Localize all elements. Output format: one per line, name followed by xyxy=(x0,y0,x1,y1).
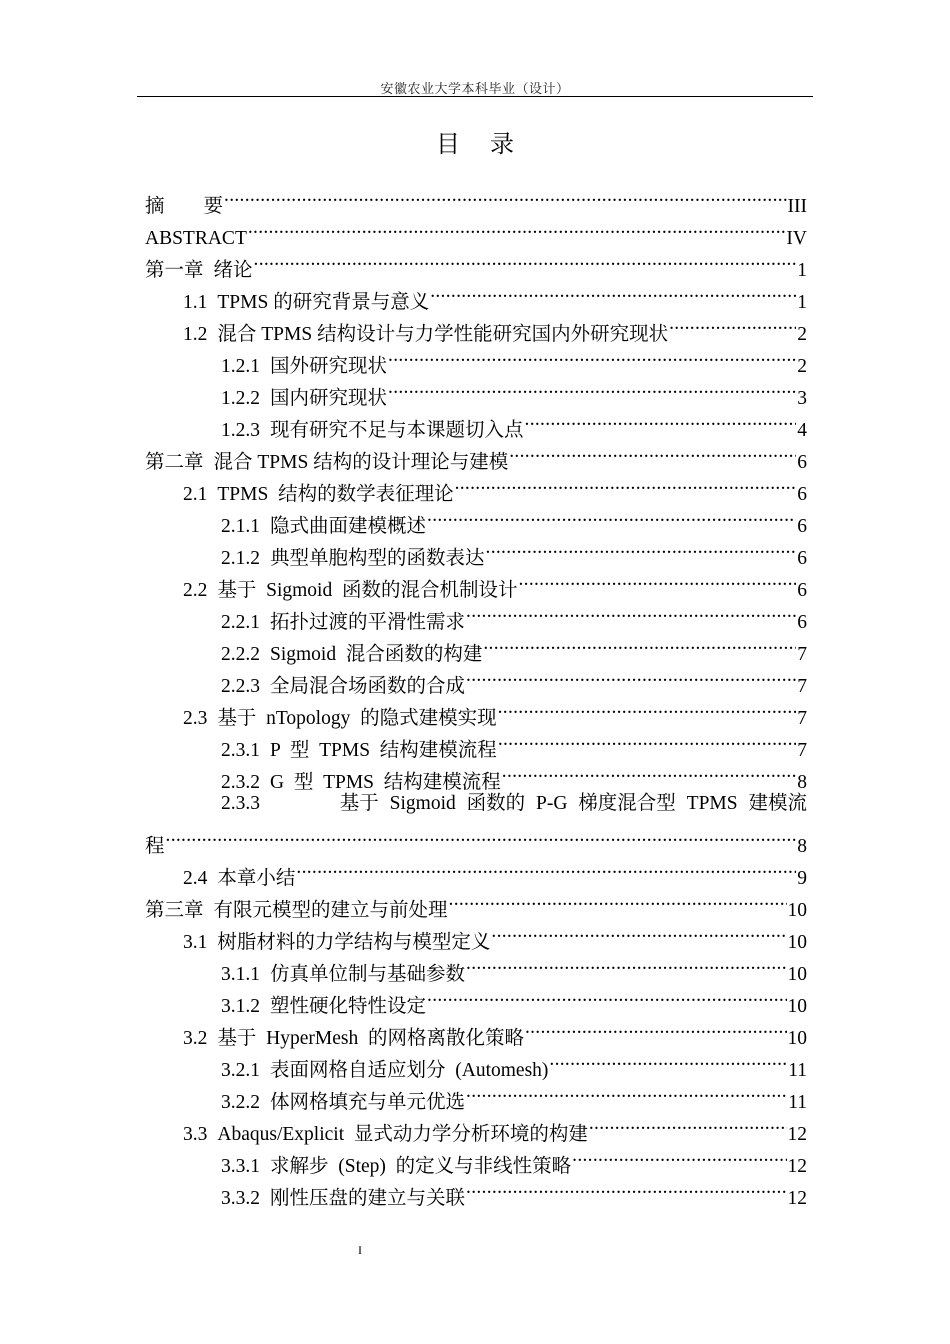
toc-entry-text: G 型 TPMS 结构建模流程 xyxy=(270,772,501,793)
toc-entry[interactable] xyxy=(145,724,807,761)
toc-entry-number: 3.1 xyxy=(183,932,208,953)
toc-entry[interactable] xyxy=(145,212,807,249)
toc-entry-text: 国外研究现状 xyxy=(270,356,388,377)
toc-page-number: 6 xyxy=(797,580,807,601)
dot-leader xyxy=(466,660,796,692)
toc-entry[interactable] xyxy=(145,980,807,1017)
toc-entry-number: 3.2 xyxy=(183,1028,208,1049)
toc-page-number: 2 xyxy=(797,356,807,377)
toc-entry-number: 1.2.3 xyxy=(221,420,260,441)
toc-page-number: 3 xyxy=(797,388,807,409)
toc-entry-text: 基于 Sigmoid 函数的 P-G 梯度混合型 TPMS 建模流 xyxy=(339,793,807,814)
toc-entry-number: 第三章 xyxy=(145,900,204,921)
toc-entry-text: 绪论 xyxy=(213,260,253,281)
toc-page-number: 6 xyxy=(797,484,807,505)
toc-entry-number: 2.3.2 xyxy=(221,772,260,793)
toc-page-number: 2 xyxy=(797,324,807,345)
toc-entry-number: 2.2.3 xyxy=(221,676,260,697)
dot-leader xyxy=(669,308,796,340)
toc-entry-text: 基于 Sigmoid 函数的混合机制设计 xyxy=(217,580,518,601)
toc-page-number: 7 xyxy=(797,676,807,697)
dot-leader xyxy=(449,884,787,916)
toc-page-number: 6 xyxy=(797,548,807,569)
toc-page-number: 7 xyxy=(797,644,807,665)
toc-entry-text: 仿真单位制与基础参数 xyxy=(270,964,466,985)
toc-entry[interactable] xyxy=(145,532,807,569)
page-title: 目 录 xyxy=(436,132,526,158)
dot-leader xyxy=(486,532,797,564)
toc-entry-number: 2.2.2 xyxy=(221,644,260,665)
dot-leader xyxy=(388,340,796,372)
toc-entry[interactable] xyxy=(145,1044,807,1081)
toc-entry[interactable] xyxy=(145,1140,807,1177)
dot-leader xyxy=(518,564,796,596)
toc-entry[interactable] xyxy=(145,916,807,953)
toc-entry-number: 2.2 xyxy=(183,580,208,601)
toc-entry[interactable] xyxy=(145,1172,807,1209)
dot-leader xyxy=(549,1044,787,1076)
dot-leader xyxy=(502,756,796,788)
toc-entry-number: 3.2.2 xyxy=(221,1092,260,1113)
toc-entry[interactable] xyxy=(145,692,807,729)
dot-leader xyxy=(248,212,786,244)
toc-entry-text: 全局混合场函数的合成 xyxy=(270,676,466,697)
toc-entry[interactable] xyxy=(145,372,807,409)
toc-entry-text: 典型单胞构型的函数表达 xyxy=(270,548,485,569)
dot-leader xyxy=(589,1108,787,1140)
toc-entry[interactable] xyxy=(145,596,807,633)
dot-leader xyxy=(427,500,796,532)
toc-entry[interactable] xyxy=(145,1012,807,1049)
toc-entry-number: 3.1.2 xyxy=(221,996,260,1017)
footer-page-number: I xyxy=(358,1243,362,1257)
dot-leader xyxy=(483,628,796,660)
toc-entry[interactable] xyxy=(145,948,807,985)
toc-entry-number: 1.2.1 xyxy=(221,356,260,377)
dot-leader xyxy=(296,852,796,884)
toc-entry[interactable] xyxy=(145,308,807,345)
toc-entry-number: 3.2.1 xyxy=(221,1060,260,1081)
toc-page-number: 4 xyxy=(797,420,807,441)
toc-entry[interactable] xyxy=(145,340,807,377)
toc-entry-number: 3.1.1 xyxy=(221,964,260,985)
toc-entry-text: TPMS 结构的数学表征理论 xyxy=(217,484,454,505)
toc-entry[interactable] xyxy=(145,628,807,665)
toc-entry-text: P 型 TPMS 结构建模流程 xyxy=(270,740,497,761)
toc-page-number: 11 xyxy=(788,1092,807,1113)
dot-leader xyxy=(466,948,786,980)
toc-entry-text: 树脂材料的力学结构与模型定义 xyxy=(217,932,491,953)
toc-entry-text: ABSTRACT xyxy=(145,228,247,249)
toc-page-number: 10 xyxy=(787,964,807,985)
table-of-contents xyxy=(145,180,807,1209)
toc-entry-number: 第二章 xyxy=(145,452,204,473)
toc-entry-text: 有限元模型的建立与前处理 xyxy=(213,900,448,921)
toc-entry-text: 体网格填充与单元优选 xyxy=(270,1092,466,1113)
toc-entry-number: 2.3.1 xyxy=(221,740,260,761)
toc-entry[interactable] xyxy=(145,660,807,697)
toc-page-number: 10 xyxy=(787,996,807,1017)
toc-page-number: 6 xyxy=(797,612,807,633)
dot-leader xyxy=(427,980,786,1012)
toc-entry[interactable] xyxy=(145,468,807,505)
dot-leader xyxy=(509,436,796,468)
toc-entry-number: 2.2.1 xyxy=(221,612,260,633)
toc-entry[interactable] xyxy=(145,884,807,921)
toc-entry[interactable] xyxy=(145,244,807,281)
toc-entry-number: 1.2 xyxy=(183,324,208,345)
header-rule xyxy=(137,96,813,97)
toc-page-number: 10 xyxy=(787,1028,807,1049)
toc-page-number: 10 xyxy=(787,900,807,921)
dot-leader xyxy=(254,244,797,276)
toc-entry-text: 塑性硬化特性设定 xyxy=(270,996,427,1017)
toc-entry-text: 表面网格自适应划分 (Automesh) xyxy=(270,1060,549,1081)
toc-entry-text: 拓扑过渡的平滑性需求 xyxy=(270,612,466,633)
toc-entry-number: 3.3.2 xyxy=(221,1188,260,1209)
dot-leader xyxy=(430,276,796,308)
toc-entry[interactable] xyxy=(145,852,807,889)
toc-entry-number: 2.4 xyxy=(183,868,208,889)
toc-entry-number: 2.1.1 xyxy=(221,516,260,537)
toc-entry-text: 隐式曲面建模概述 xyxy=(270,516,427,537)
toc-page-number: 9 xyxy=(797,868,807,889)
toc-entry-text: 国内研究现状 xyxy=(270,388,388,409)
toc-entry-number: 2.3 xyxy=(183,708,208,729)
toc-entry-text: 现有研究不足与本课题切入点 xyxy=(270,420,524,441)
toc-page-number: 12 xyxy=(787,1156,807,1177)
toc-entry-text: 求解步 (Step) 的定义与非线性策略 xyxy=(270,1156,572,1177)
dot-leader xyxy=(491,916,786,948)
toc-entry[interactable] xyxy=(145,564,807,601)
toc-page-number: 1 xyxy=(797,260,807,281)
toc-entry[interactable] xyxy=(145,436,807,473)
toc-entry-number: 2.1 xyxy=(183,484,208,505)
toc-entry-number: 2.3.3 xyxy=(221,793,260,814)
toc-entry-text: TPMS 的研究背景与意义 xyxy=(217,292,430,313)
toc-entry[interactable] xyxy=(145,276,807,313)
toc-page-number: 12 xyxy=(787,1188,807,1209)
toc-entry-continuation[interactable] xyxy=(145,820,807,857)
toc-page-number: 10 xyxy=(787,932,807,953)
toc-entry-text: Sigmoid 混合函数的构建 xyxy=(270,644,483,665)
dot-leader xyxy=(455,468,797,500)
toc-page-number: 6 xyxy=(797,516,807,537)
dot-leader xyxy=(525,1012,787,1044)
dot-leader xyxy=(388,372,796,404)
toc-page-number: III xyxy=(787,196,807,217)
dot-leader xyxy=(466,1172,786,1204)
toc-entry-text: Abaqus/Explicit 显式动力学分析环境的构建 xyxy=(217,1124,588,1145)
toc-entry[interactable] xyxy=(145,180,807,217)
toc-entry[interactable] xyxy=(145,788,807,820)
toc-entry-number: 3.3.1 xyxy=(221,1156,260,1177)
toc-entry-number: 2.1.2 xyxy=(221,548,260,569)
toc-entry-text: 摘 要 xyxy=(145,196,224,217)
dot-leader xyxy=(572,1140,786,1172)
toc-page-number: 12 xyxy=(787,1124,807,1145)
toc-entry-text: 基于 HyperMesh 的网格离散化策略 xyxy=(217,1028,524,1049)
toc-page-number: 6 xyxy=(797,452,807,473)
toc-entry-number: 1.1 xyxy=(183,292,208,313)
toc-page-number: 1 xyxy=(797,292,807,313)
toc-page-number: 8 xyxy=(797,772,807,793)
toc-entry-text: 程 xyxy=(145,836,165,857)
dot-leader xyxy=(224,180,787,212)
toc-entry[interactable] xyxy=(145,1108,807,1145)
toc-entry-text: 本章小结 xyxy=(217,868,296,889)
toc-entry-text: 基于 nTopology 的隐式建模实现 xyxy=(217,708,497,729)
dot-leader xyxy=(525,404,797,436)
toc-entry[interactable] xyxy=(145,1076,807,1113)
toc-entry[interactable] xyxy=(145,756,807,793)
toc-page-number: 7 xyxy=(797,740,807,761)
toc-entry-number: 第一章 xyxy=(145,260,204,281)
dot-leader xyxy=(498,692,797,724)
page-header: 安徽农业大学本科毕业（设计） xyxy=(380,81,570,96)
dot-leader xyxy=(466,1076,787,1108)
dot-leader xyxy=(466,596,796,628)
toc-page-number: 8 xyxy=(797,836,807,857)
dot-leader xyxy=(498,724,796,756)
toc-page-number: 7 xyxy=(797,708,807,729)
toc-page-number: IV xyxy=(786,228,807,249)
toc-entry[interactable] xyxy=(145,404,807,441)
toc-entry-text: 刚性压盘的建立与关联 xyxy=(270,1188,466,1209)
dot-leader xyxy=(166,820,797,852)
toc-page-number: 11 xyxy=(788,1060,807,1081)
toc-entry-number: 1.2.2 xyxy=(221,388,260,409)
toc-entry[interactable] xyxy=(145,500,807,537)
toc-entry-text: 混合 TPMS 结构设计与力学性能研究国内外研究现状 xyxy=(217,324,669,345)
toc-entry-number: 3.3 xyxy=(183,1124,208,1145)
toc-entry-text: 混合 TPMS 结构的设计理论与建模 xyxy=(213,452,509,473)
